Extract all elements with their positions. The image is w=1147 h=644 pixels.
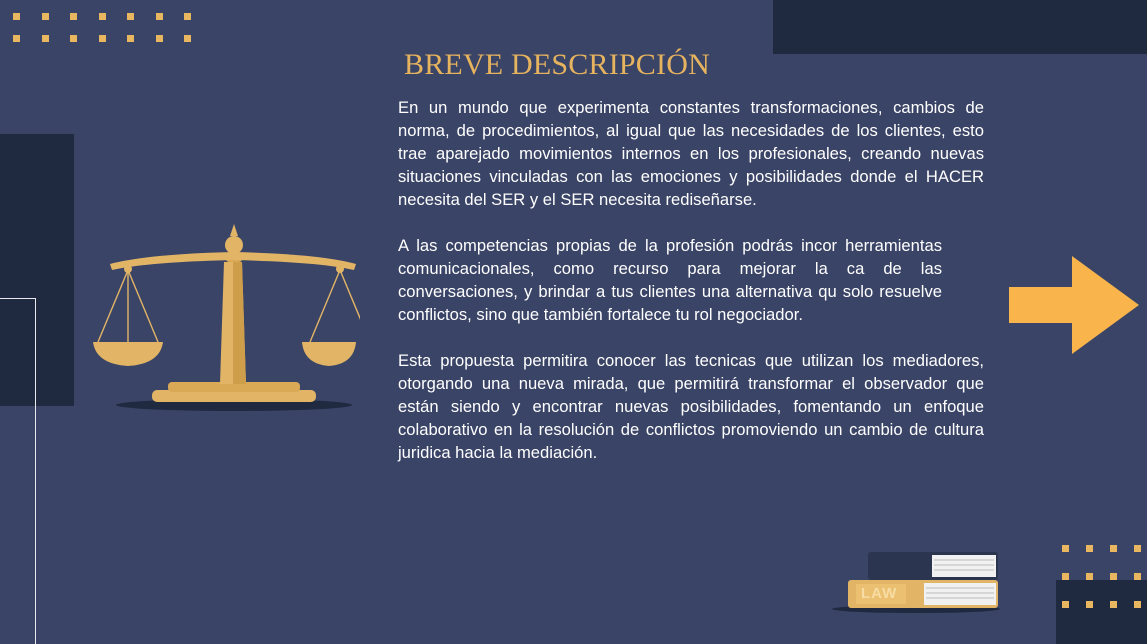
decor-dots-top-left xyxy=(13,13,213,42)
right-arrow-icon xyxy=(1009,256,1139,354)
law-books-icon xyxy=(830,548,1002,614)
slide-title: BREVE DESCRIPCIÓN xyxy=(404,48,710,81)
paragraph-3: Esta propuesta permitira conocer las tecnicas que utilizan los mediadores, otorgando una nueva mirada, que permitirá transformar el observador que están siendo y encontrar nuevas posibilidades, fomentando un enfoque colaborativo en la resolución de conflictos promoviendo un cambio de cultura juridica hacia la mediación. xyxy=(398,351,984,462)
decor-outline-frame xyxy=(0,298,36,644)
scales-of-justice-icon xyxy=(88,224,360,414)
paragraph-1: En un mundo que experimenta constantes transformaciones, cambios de norma, de procedimientos, al igual que las necesidades de los clientes, esto trae aparejado movimientos internos en los profesionales, creando nuevas situaciones vinculadas con las emociones y posibilidades donde el HACER necesita del SER y el SER necesita rediseñarse. xyxy=(398,98,984,209)
decor-dark-rect-top xyxy=(773,0,1147,54)
description-text xyxy=(398,96,984,464)
law-book-label: LAW xyxy=(861,585,898,602)
decor-dots-bottom-right xyxy=(1062,545,1147,608)
paragraph-2: A las competencias propias de la profesión podrás incor herramientas comunicacionales, como recurso para mejorar la ca de las conversaciones, y brindar a tus clientes una alternativa qu solo resuelve conflictos, sino que también fortalece tu rol negociador. xyxy=(398,236,942,324)
